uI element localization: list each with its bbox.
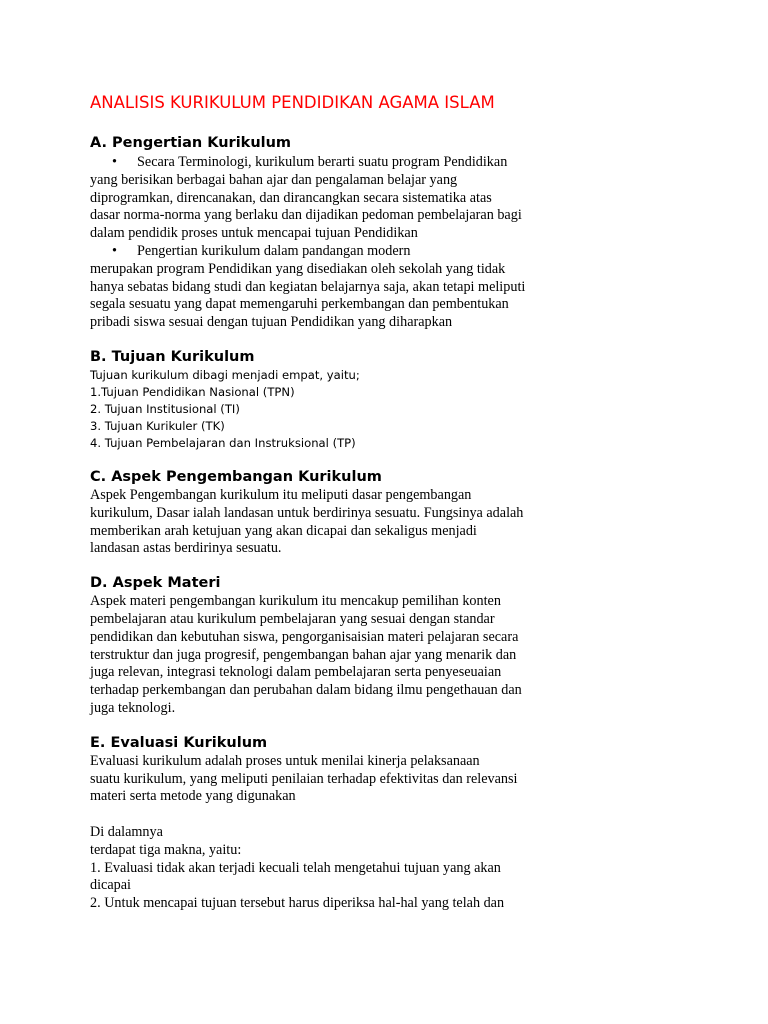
text-line: dicapai — [90, 877, 131, 894]
list-item: 1.Tujuan Pendidikan Nasional (TPN) — [90, 384, 295, 399]
document-page — [90, 92, 560, 913]
bullet-icon: • — [112, 242, 117, 259]
text-line: Aspek materi pengembangan kurikulum itu mencakup pemilihan konten — [90, 593, 501, 610]
text-line: segala sesuatu yang dapat memengaruhi perkembangan dan pembentukan — [90, 296, 509, 313]
section-b — [90, 348, 560, 452]
section-e-heading: E. Evaluasi Kurikulum — [90, 734, 268, 751]
text-line: suatu kurikulum, yang meliputi penilaian terhadap efektivitas dan relevansi — [90, 770, 518, 787]
section-e — [90, 734, 560, 913]
list-item: 2. Tujuan Institusional (TI) — [90, 401, 240, 416]
bullet-text: Pengertian kurikulum dalam pandangan modern — [137, 242, 411, 259]
list-item: 2. Untuk mencapai tujuan tersebut harus diperiksa hal-hal yang telah dan — [90, 895, 505, 912]
bullet-icon: • — [112, 154, 117, 170]
text-line: merupakan program Pendidikan yang disediakan oleh sekolah yang tidak — [90, 260, 506, 277]
text-line: pembelajaran atau kurikulum pembelajaran yang sesuai dengan standar — [90, 610, 495, 627]
bullet-item — [90, 154, 560, 172]
text-line: Tujuan kurikulum dibagi menjadi empat, yaitu; — [90, 367, 360, 382]
section-a-heading: A. Pengertian Kurikulum — [90, 135, 292, 151]
list-item: 4. Tujuan Pembelajaran dan Instruksional (TP) — [90, 435, 356, 450]
text-line: terhadap perkembangan dan perubahan dalam bidang ilmu pengethauan dan — [90, 682, 522, 699]
section-c — [90, 468, 560, 558]
text-line: hanya sebatas bidang studi dan kegiatan belajarnya saja, akan tetapi meliputi — [90, 278, 526, 295]
text-line: diprogramkan, direncanakan, dan dirancangkan secara sistematika atas — [90, 189, 492, 206]
document-title: ANALISIS KURIKULUM PENDIDIKAN AGAMA ISLAM — [90, 93, 495, 112]
text-line: dasar norma-norma yang berlaku dan dijadikan pedoman pembelajaran bagi — [90, 207, 522, 224]
bullet-item — [90, 243, 560, 261]
text-line: dalam pendidik proses untuk mencapai tujuan Pendidikan — [90, 225, 418, 242]
list-item: 1. Evaluasi tidak akan terjadi kecuali telah mengetahui tujuan yang akan — [90, 859, 501, 876]
text-line: Di dalamnya — [90, 823, 163, 840]
section-c-heading: C. Aspek Pengembangan Kurikulum — [90, 468, 382, 485]
text-line: kurikulum, Dasar ialah landasan untuk berdirinya sesuatu. Fungsinya adalah — [90, 504, 524, 521]
text-line: landasan astas berdirinya sesuatu. — [90, 540, 282, 557]
text-line: Aspek Pengembangan kurikulum itu meliputi dasar pengembangan — [90, 486, 472, 503]
blank-line — [90, 806, 560, 824]
text-line: terstruktur dan juga progresif, pengembangan bahan ajar yang menarik dan — [90, 646, 517, 663]
text-line: yang berisikan berbagai bahan ajar dan pengalaman belajar yang — [90, 171, 458, 188]
text-line: pribadi siswa sesuai dengan tujuan Pendidikan yang diharapkan — [90, 314, 453, 331]
section-d — [90, 574, 560, 718]
section-a — [90, 134, 560, 332]
text-line: pendidikan dan kebutuhan siswa, pengorganisaisian materi pelajaran secara — [90, 628, 519, 645]
text-line: juga relevan, integrasi teknologi dalam pembelajaran serta penyeseuaian — [90, 664, 502, 681]
text-line: memberikan arah ketujuan yang akan dicapai dan sekaligus menjadi — [90, 522, 477, 539]
list-item: 3. Tujuan Kurikuler (TK) — [90, 418, 225, 433]
text-line: terdapat tiga makna, yaitu: — [90, 841, 242, 858]
section-b-heading: B. Tujuan Kurikulum — [90, 348, 255, 365]
text-line: juga teknologi. — [90, 699, 176, 716]
text-line: materi serta metode yang digunakan — [90, 788, 296, 805]
section-d-heading: D. Aspek Materi — [90, 575, 221, 592]
text-line: Evaluasi kurikulum adalah proses untuk menilai kinerja pelaksanaan — [90, 752, 480, 769]
bullet-text: Secara Terminologi, kurikulum berarti suatu program Pendidikan — [137, 154, 508, 170]
